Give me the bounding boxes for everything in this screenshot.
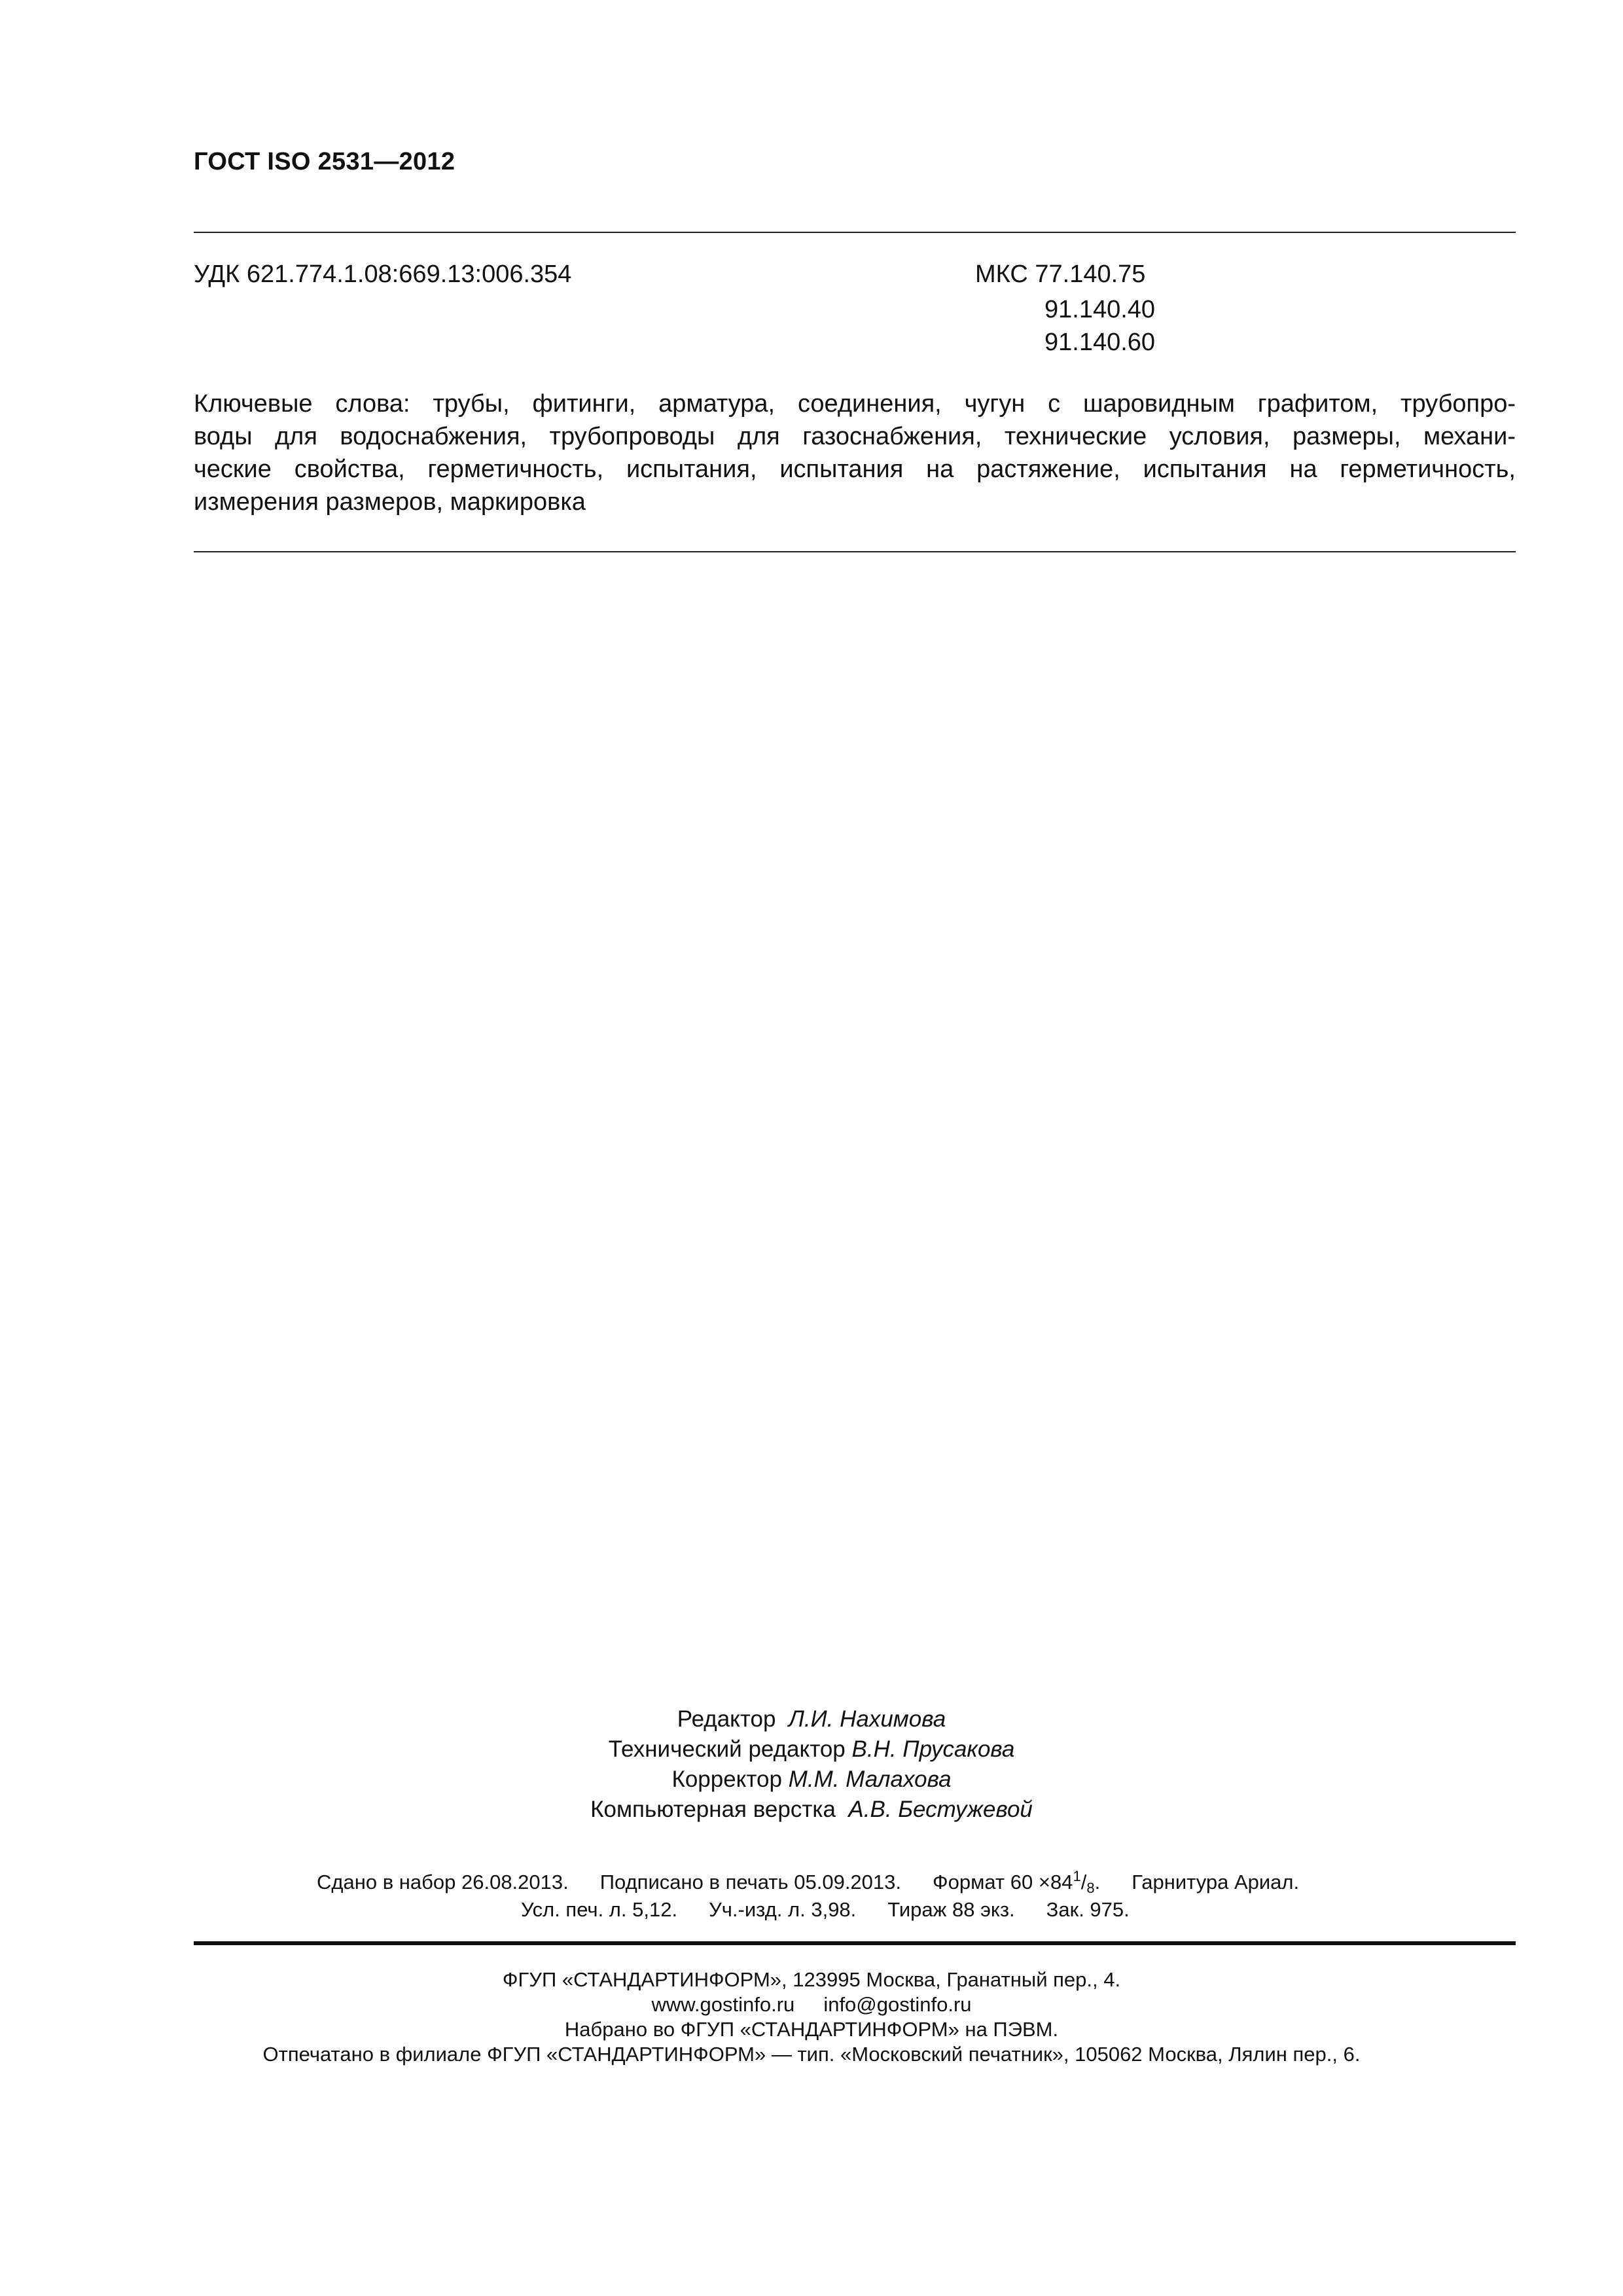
publisher-contacts	[0, 1992, 1623, 2017]
imprint-line-2	[521, 1897, 1130, 1923]
imprint-line-1	[317, 1869, 1299, 1895]
keywords-paragraph	[194, 387, 1516, 518]
publisher-address: ФГУП «СТАНДАРТИНФОРМ», 123995 Москва, Гранатный пер., 4.	[502, 1968, 1121, 1991]
credit-editor	[0, 1704, 1623, 1734]
keywords-bottom-rule	[194, 551, 1516, 552]
publisher-block	[0, 1967, 1623, 2067]
credit-role: Технический редактор	[608, 1736, 846, 1762]
publisher-website: www.gostinfo.ru	[651, 1993, 795, 2016]
credits-block	[0, 1704, 1623, 1825]
credit-name: В.Н. Прусакова	[851, 1736, 1015, 1762]
imprint-bottom-rule	[194, 1941, 1516, 1945]
credit-tech-editor	[0, 1734, 1623, 1765]
top-rule	[194, 232, 1516, 233]
credit-role: Компьютерная верстка	[590, 1797, 836, 1822]
imprint-print-sheets: Усл. печ. л. 5,12.	[521, 1898, 678, 1921]
credit-name: Л.И. Нахимова	[788, 1706, 946, 1732]
keywords-line: Ключевые слова: трубы, фитинги, арматура, соединения, чугун с шаровидным графитом, трубопро-	[194, 390, 1516, 418]
credit-corrector	[0, 1765, 1623, 1795]
imprint-signed: Подписано в печать 05.09.2013.	[599, 1871, 902, 1893]
publisher-email: info@gostinfo.ru	[823, 1993, 972, 2016]
credit-role: Корректор	[671, 1767, 782, 1792]
publisher-printed: Отпечатано в филиале ФГУП «СТАНДАРТИНФОРМ» — тип. «Московский печатник», 105062 Москва, Лялин пер., 6.	[262, 2043, 1361, 2066]
keywords-line: воды для водоснабжения, трубопроводы для газоснабжения, технические условия, размеры, механи-	[194, 423, 1516, 450]
mks-code-primary: МКС 77.140.75	[975, 260, 1146, 288]
document-designation: ГОСТ ISO 2531—2012	[194, 148, 455, 175]
imprint-publ-sheets: Уч.-изд. л. 3,98.	[709, 1898, 857, 1921]
mks-code-list	[1044, 293, 1155, 359]
mks-code: 91.140.60	[1044, 329, 1156, 356]
credit-name: А.В. Бестужевой	[848, 1797, 1033, 1822]
credit-role: Редактор	[677, 1706, 776, 1732]
imprint-order: Зак. 975.	[1046, 1898, 1130, 1921]
credit-layout	[0, 1795, 1623, 1825]
imprint-submitted: Сдано в набор 26.08.2013.	[317, 1871, 569, 1893]
keywords-line: ческие свойства, герметичность, испытания, испытания на растяжение, испытания на герметичность,	[194, 456, 1516, 483]
imprint-typeface: Гарнитура Ариал.	[1132, 1871, 1300, 1893]
imprint-circulation: Тираж 88 экз.	[887, 1898, 1015, 1921]
udk-code: УДК 621.774.1.08:669.13:006.354	[194, 260, 572, 288]
credit-name: М.М. Малахова	[788, 1767, 952, 1792]
publisher-typeset: Набрано во ФГУП «СТАНДАРТИНФОРМ» на ПЭВМ.	[564, 2018, 1059, 2041]
mks-code: 91.140.40	[1044, 296, 1156, 323]
keywords-line: измерения размеров, маркировка	[194, 488, 586, 516]
imprint-format: Формат $60 \times 84^1/_8$.	[933, 1868, 1101, 1896]
